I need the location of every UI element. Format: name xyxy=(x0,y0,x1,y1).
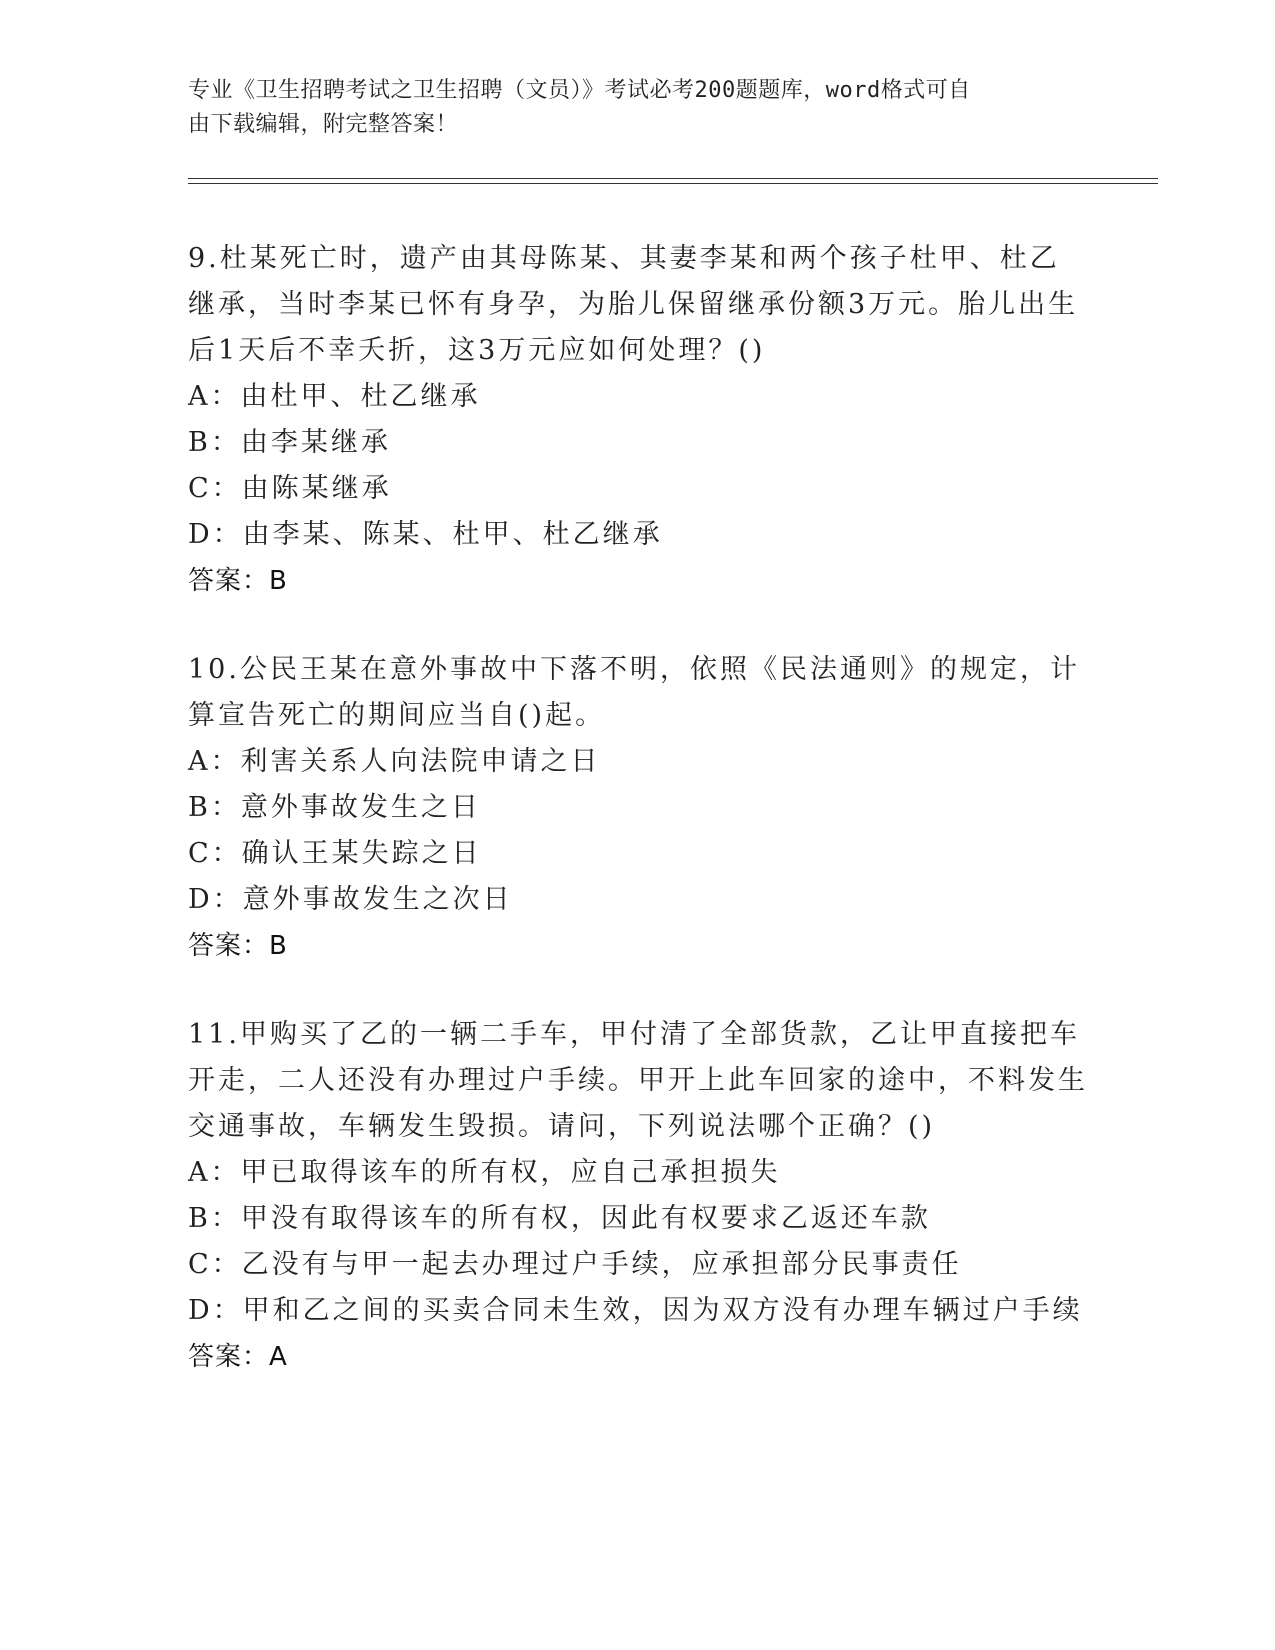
option-a: A：利害关系人向法院申请之日 xyxy=(188,746,601,777)
answer-label: 答案：B xyxy=(188,566,288,596)
option-d: D：甲和乙之间的买卖合同未生效，因为双方没有办理车辆过户手续 xyxy=(188,1295,1083,1326)
question-stem: 9.杜某死亡时，遗产由其母陈某、其妻李某和两个孩子杜甲、杜乙继承，当时李某已怀有身孕，为胎儿保留继承份额3万元。胎儿出生后1天后不幸夭折，这3万元应如何处理？() xyxy=(188,243,1079,366)
option-d: D：意外事故发生之次日 xyxy=(188,884,513,915)
option-c: C：乙没有与甲一起去办理过户手续，应承担部分民事责任 xyxy=(188,1249,962,1280)
option-c: C：确认王某失踪之日 xyxy=(188,838,482,869)
document-header xyxy=(188,74,1068,142)
option-a: A：甲已取得该车的所有权，应自己承担损失 xyxy=(188,1157,781,1188)
option-b: B：甲没有取得该车的所有权，因此有权要求乙返还车款 xyxy=(188,1203,931,1234)
option-c: C：由陈某继承 xyxy=(188,473,392,504)
question-10 xyxy=(188,647,1088,969)
question-stem: 10.公民王某在意外事故中下落不明，依照《民法通则》的规定，计算宣告死亡的期间应当自()起。 xyxy=(188,654,1080,731)
question-9 xyxy=(188,236,1088,604)
header-divider-top xyxy=(188,178,1158,179)
option-d: D：由李某、陈某、杜甲、杜乙继承 xyxy=(188,519,663,550)
question-11 xyxy=(188,1012,1088,1380)
option-b: B：由李某继承 xyxy=(188,427,391,458)
option-b: B：意外事故发生之日 xyxy=(188,792,481,823)
header-line-2: 由下载编辑，附完整答案！ xyxy=(188,112,459,137)
answer-label: 答案：B xyxy=(188,931,288,961)
header-line-1: 专业《卫生招聘考试之卫生招聘（文员）》考试必考200题题库，word格式可自 xyxy=(188,78,971,103)
answer-label: 答案：A xyxy=(188,1342,288,1372)
question-stem: 11.甲购买了乙的一辆二手车，甲付清了全部货款，乙让甲直接把车开走，二人还没有办理过户手续。甲开上此车回家的途中，不料发生交通事故，车辆发生毁损。请问，下列说法哪个正确？() xyxy=(188,1019,1088,1142)
header-divider-bottom xyxy=(188,183,1158,184)
option-a: A：由杜甲、杜乙继承 xyxy=(188,381,481,412)
